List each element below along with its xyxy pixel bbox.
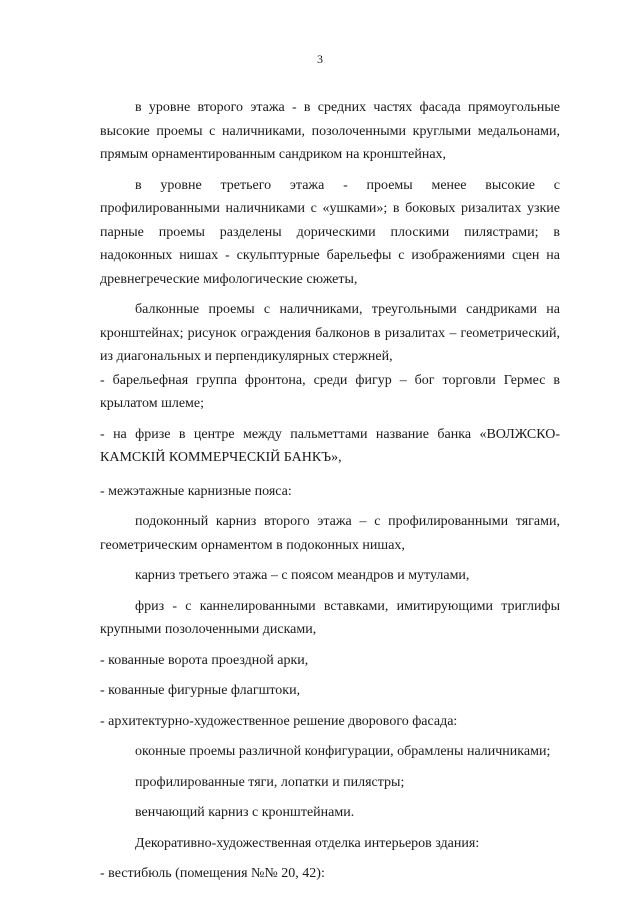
paragraph-courtyard-facade: - архитектурно-художественное решение дворового фасада:: [100, 713, 458, 729]
page-number: 3: [317, 52, 323, 66]
paragraph-third-floor-cornice: карниз третьего этажа – с поясом меандров и мутулами,: [135, 568, 470, 583]
paragraph-window-openings: оконные проемы различной конфигурации, обрамлены наличниками;: [135, 744, 551, 759]
paragraph-crowning-cornice: венчающий карниз с кронштейнами.: [135, 805, 355, 820]
document-body: [100, 96, 560, 886]
paragraph-profiled-rods: профилированные тяги, лопатки и пилястры;: [135, 774, 405, 790]
paragraph-third-floor: в уровне третьего этажа - проемы менее высокие с профилированными наличниками с «ушками»; в боковых ризалитах узкие парные проемы разделены дорическими плоскими пилястрами; в надоконных нишах - скульптурные барельефы с изображениями сцен на древнегреческие мифологические сюжеты,: [100, 177, 560, 287]
paragraph-cornice-belts: - межэтажные карнизные пояса:: [100, 483, 292, 499]
paragraph-pediment-relief: - барельефная группа фронтона, среди фигур – бог торговли Гермес в крылатом шлеме;: [100, 372, 560, 411]
paragraph-frieze-bank-name: - на фризе в центре между пальметтами название банка «ВОЛЖСКО-КАМСКIЙ КОММЕРЧЕСКIЙ БАНКЪ»,: [100, 426, 560, 465]
paragraph-interior-heading: Декоративно-художественная отделка интерьеров здания:: [135, 835, 480, 851]
paragraph-vestibule: - вестибюль (помещения №№ 20, 42):: [100, 866, 325, 881]
paragraph-second-floor: в уровне второго этажа - в средних частях фасада прямоугольные высокие проемы с наличниками, позолоченными круглыми медальонами, прямым орнаментированным сандриком на кронштейнах,: [100, 100, 560, 162]
paragraph-flagpoles: - кованные фигурные флагштоки,: [100, 683, 301, 698]
paragraph-sill-cornice: подоконный карниз второго этажа – с профилированными тягами, геометрическим орнаментом в подоконных нишах,: [100, 514, 560, 553]
paragraph-balcony-openings: балконные проемы с наличниками, треугольными сандриками на кронштейнах; рисунок ограждения балконов в ризалитах – геометрический, из диагональных и перпендикулярных стержней,: [100, 302, 560, 364]
paragraph-frieze: фриз - с каннелированными вставками, имитирующими триглифы крупными позолоченными дисками,: [100, 598, 560, 637]
paragraph-forged-gates: - кованные ворота проездной арки,: [100, 652, 309, 668]
